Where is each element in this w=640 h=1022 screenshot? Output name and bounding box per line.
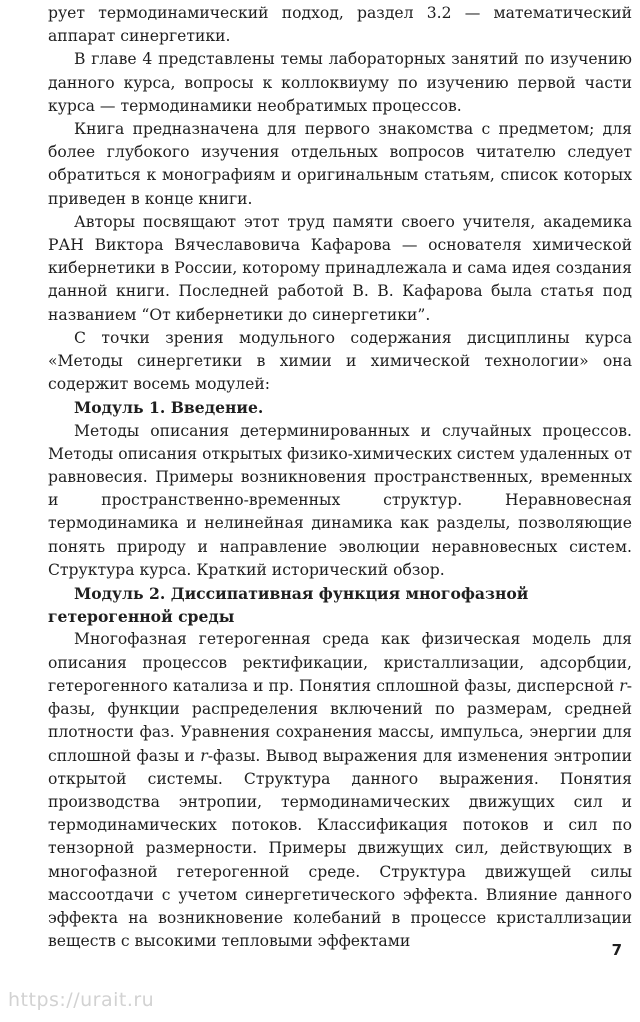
module-2-text xyxy=(48,628,632,953)
paragraph-book-purpose: Книга предназначена для первого знакомства с предметом; для более глубокого изучения отдельных вопросов читателю следует обратиться к монографиям и оригинальным статьям, список которых приведен в конце книги. xyxy=(48,120,632,208)
module-2-heading: Модуль 2. Диссипативная функция многофазной гетерогенной среды xyxy=(48,584,529,627)
watermark-url: https://urait.ru xyxy=(8,989,155,1011)
paragraph-modules-intro: С точки зрения модульного содержания дисциплины курса «Методы синергетики в химии и химической технологии» она содержит восемь модулей: xyxy=(48,328,632,394)
r-phase-symbol: r xyxy=(619,676,627,695)
page-number: 7 xyxy=(611,941,622,959)
r-phase-symbol: r xyxy=(200,746,208,765)
paragraph-continuation: рует термодинамический подход, раздел 3.2 — математический аппарат синергетики. xyxy=(48,4,632,46)
module-1-text: Методы описания детерминированных и случайных процессов. Методы описания открытых физико-химических систем удаленных от равновесия. Примеры возникновения пространственных, временных и пространственно-временных структур. Неравновесная термодинамика и нелинейная динамика как разделы, позволяющие понять природу и направление эволюции неравновесных систем. Структура курса. Краткий исторический обзор. xyxy=(48,421,632,579)
module-1-heading: Модуль 1. Введение. xyxy=(74,398,264,418)
page-body xyxy=(48,2,632,953)
module-2-text-part-c: -фазы. Вывод выражения для изменения энтропии открытой системы. Структура данного выражения. Понятия производства энтропии, термодинамических движущих сил и термодинамических потоков. Классификация потоков и сил по тензорной размерности. Примеры движущих сил, действующих в многофазной гетерогенной среде. Структура движущей силы массоотдачи с учетом синергетического эффекта. Влияние данного эффекта на возникновение колебаний в процессе кристаллизации веществ с высокими тепловыми эффектами xyxy=(48,746,632,951)
paragraph-chapter-4: В главе 4 представлены темы лабораторных занятий по изучению данного курса, вопросы к коллоквиуму по изучению первой части курса — термодинамики необратимых процессов. xyxy=(48,50,632,115)
paragraph-dedication: Авторы посвящают этот труд памяти своего учителя, академика РАН Виктора Вячеславовича Кафарова — основателя химической кибернетики в России, которому принадлежала и сама идея создания данной книги. Последней работой В. В. Кафарова была статья под названием “От кибернетики до синергетики”. xyxy=(48,212,632,324)
module-2-text-part-a: Многофазная гетерогенная среда как физическая модель для описания процессов ректификации, кристаллизации, адсорбции, гетерогенного катализа и пр. Понятия сплошной фазы, дисперсной xyxy=(48,630,632,695)
module-2-text-part-b: -фазы, функции распределения включений по размерам, средней плотности фаз. Уравнения сохранения массы, импульса, энергии для сплошной фазы и xyxy=(48,676,632,765)
